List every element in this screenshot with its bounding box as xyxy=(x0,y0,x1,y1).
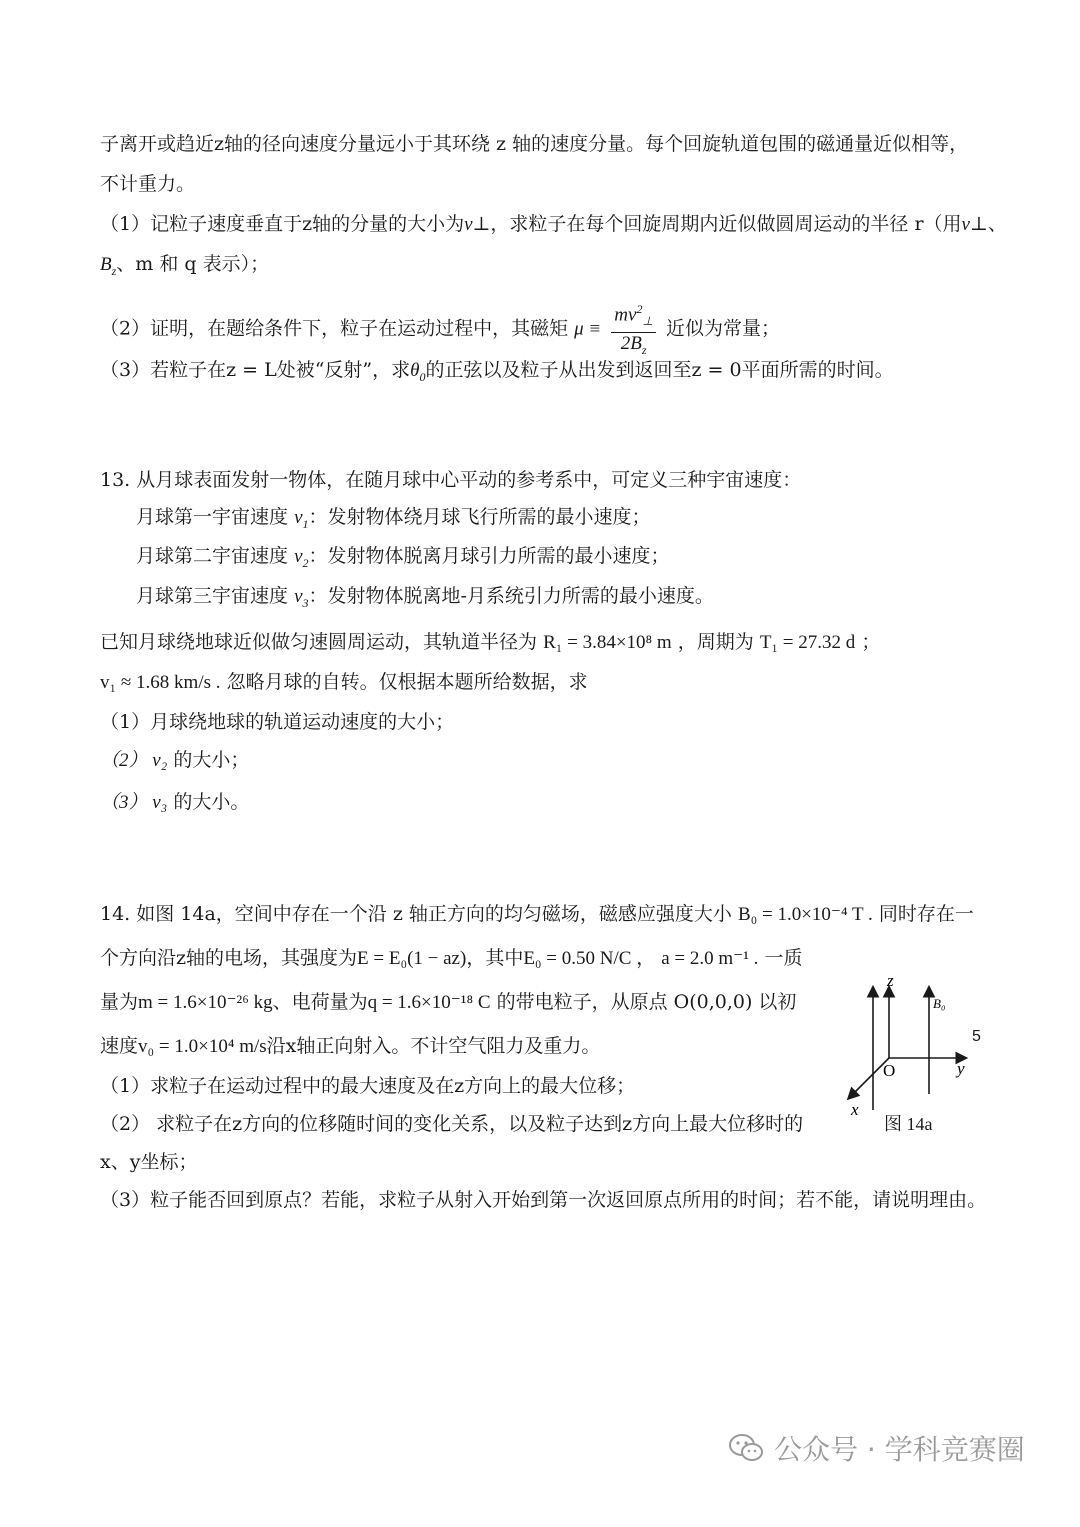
text-span: 的正弦以及粒子从出发到返回至z = 0平面所需的时间。 xyxy=(425,359,894,381)
origin-label: O xyxy=(883,1061,896,1080)
question-13-title: 13. 从月球表面发射一物体，在随月球中心平动的参考系中，可定义三种宇宙速度： xyxy=(100,469,802,491)
wechat-icon xyxy=(728,1433,764,1463)
math-v3: （3） v₃ xyxy=(100,792,168,813)
text-line xyxy=(100,356,990,391)
text-line: 月球第一宇宙速度 $v_1$：发射物体绕月球飞行所需的最小速度； xyxy=(136,506,651,531)
text-line: 子离开或趋近z轴的径向速度分量远小于其环绕 z 轴的速度分量。每个回旋轨道包围的磁通量近似相等， xyxy=(100,133,969,155)
text-line: （2） 求粒子在z方向的位移随时间的变化关系，以及粒子达到z方向上最大位移时的 xyxy=(100,1113,804,1135)
math-b0: B₀ = 1.0×10⁻⁴ T . xyxy=(737,904,873,925)
text-line: 已知月球绕地球近似做匀速圆周运动，其轨道半径为 R₁ = 3.84×10⁸ m ，周期为 T₁ = 27.32 d ； xyxy=(100,631,881,653)
x-axis-label: x xyxy=(851,1100,859,1119)
text-span: （2）证明，在题给条件下，粒子在运动过程中，其磁矩 xyxy=(100,317,569,340)
question-14-title: 14. 如图 14a，空间中存在一个沿 z 轴正方向的均匀磁场，磁感应强度大小 B₀ = 1.0×10⁻⁴ T . 同时存在一 xyxy=(100,903,974,925)
text-line: 月球第二宇宙速度 $v_2$：发射物体脱离月球引力所需的最小速度； xyxy=(136,545,670,570)
math-v-perp: v⊥ xyxy=(464,214,491,235)
text-span: （3）若粒子在z = L处被“反射”，求 xyxy=(100,359,411,381)
math-v1: v₁ ≈ 1.68 km/s . xyxy=(100,672,221,693)
text-line: 个方向沿z轴的电场，其强度为E = E₀(1 − az)，其中E₀ = 0.50 N/C ， a = 2.0 m⁻¹ . 一质 xyxy=(100,947,803,969)
math-e0: E₀ = 0.50 N/C ， xyxy=(523,948,656,969)
text-line xyxy=(100,298,990,361)
text-line: （2） v₂ 的大小； xyxy=(100,749,250,771)
text-span: ，求粒子在每个回旋周期内近似做圆周运动的半径 r（用 xyxy=(490,213,962,235)
z-axis-label: z xyxy=(887,971,894,990)
math-bz: $B_z$ xyxy=(100,254,117,278)
math-e-field: E = E₀(1 − az) xyxy=(357,948,467,969)
text-span: 、m 和 q 表示）； xyxy=(116,253,270,275)
figure-caption: 图 14a xyxy=(884,1114,933,1134)
watermark xyxy=(728,1428,1025,1468)
b0-label: B₀ xyxy=(933,996,946,1011)
math-v0: v₀ = 1.0×10⁴ m/s xyxy=(138,1036,267,1057)
math-magnetic-moment-fraction: $\frac{mv^2_\perp}{2B_z}$ xyxy=(611,298,656,361)
text-line: x、y坐标； xyxy=(100,1151,198,1173)
math-mu: μ ≡ xyxy=(574,318,602,340)
math-v2: （2） v₂ xyxy=(100,750,168,771)
watermark-text: 公众号 · 学科竞赛圈 xyxy=(774,1433,1025,1466)
text-span: 、 xyxy=(987,213,1007,235)
math-t1: T₁ = 27.32 d xyxy=(759,632,856,653)
text-line: 量为m = 1.6×10⁻²⁶ kg、电荷量为q = 1.6×10⁻¹⁸ C 的带电粒子，从原点 O(0,0,0) 以初 xyxy=(100,991,797,1013)
text-line: 不计重力。 xyxy=(100,173,196,195)
y-axis-label: y xyxy=(957,1059,965,1078)
text-line: （1）求粒子在运动过程中的最大速度及在z方向上的最大位移； xyxy=(100,1075,636,1097)
text-line xyxy=(100,210,1007,239)
math-r1: R₁ = 3.84×10⁸ m xyxy=(543,632,672,653)
text-span: 近似为常量； xyxy=(665,317,780,340)
text-line: 月球第三宇宙速度 $v_3$：发射物体脱离地-月系统引力所需的最小速度。 xyxy=(136,585,714,610)
text-line: （1）月球绕地球的轨道运动速度的大小； xyxy=(100,711,455,733)
math-mass: m = 1.6×10⁻²⁶ kg xyxy=(138,992,273,1013)
text-line: （3）粒子能否回到原点？若能，求粒子从射入开始到第一次返回原点所用的时间；若不能，请说明理由。 xyxy=(100,1189,987,1211)
math-a: a = 2.0 m⁻¹ . xyxy=(661,948,759,969)
text-span: （1）记粒子速度垂直于z轴的分量的大小为 xyxy=(100,213,465,235)
math-theta0: $\theta_0$ xyxy=(410,360,426,384)
math-v-perp: v⊥ xyxy=(961,214,988,235)
text-line: 速度v₀ = 1.0×10⁴ m/s沿x轴正向射入。不计空气阻力及重力。 xyxy=(100,1035,601,1057)
text-line xyxy=(100,250,990,285)
text-line: v₁ ≈ 1.68 km/s . 忽略月球的自转。仅根据本题所给数据，求 xyxy=(100,671,588,693)
text-line: （3） v₃ 的大小。 xyxy=(100,791,250,813)
math-charge: q = 1.6×10⁻¹⁸ C xyxy=(367,992,491,1013)
page-number: 5 xyxy=(972,1028,981,1045)
